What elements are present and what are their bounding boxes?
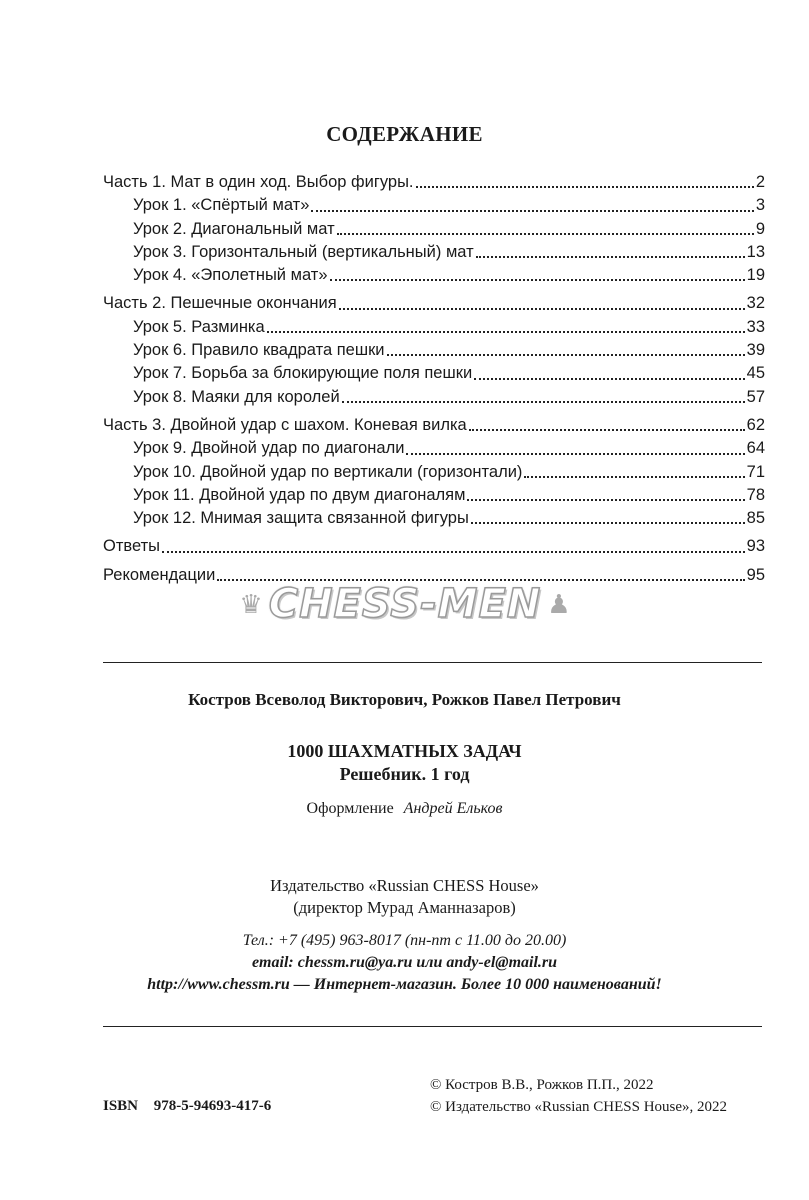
toc-lesson-row: [103, 362, 765, 385]
divider-bottom: [103, 1026, 762, 1027]
toc-page-number: 33: [746, 317, 765, 336]
toc-page-number: 19: [746, 266, 765, 285]
toc-entry-title: Часть 1. Мат в один ход. Выбор фигуры.: [103, 173, 414, 191]
toc-lesson-row: [103, 339, 765, 362]
toc-dot-leader: [467, 498, 744, 501]
toc-entry-title: Урок 4. «Эполетный мат»: [133, 266, 328, 285]
toc-page-number: 85: [746, 509, 765, 528]
toc-page-number: 64: [746, 439, 765, 458]
toc-dot-leader: [330, 278, 745, 281]
toc-dot-leader: [162, 550, 745, 553]
toc-entry-title: Урок 5. Разминка: [133, 317, 265, 336]
toc-page-number: 39: [746, 341, 765, 360]
divider-top: [103, 662, 762, 663]
toc-entry-title: Урок 3. Горизонтальный (вертикальный) мат: [133, 242, 474, 261]
toc-dot-leader: [474, 377, 744, 380]
toc-dot-leader: [339, 307, 745, 310]
copyright-publisher: © Издательство «Russian CHESS House», 2022: [430, 1099, 728, 1115]
toc-lesson-row: [103, 437, 765, 460]
isbn: [103, 1098, 271, 1115]
toc-entry-title: Урок 12. Мнимая защита связанной фигуры: [133, 509, 469, 528]
toc-dot-leader: [342, 400, 745, 403]
toc-lesson-row: [103, 386, 765, 409]
toc-part-row: [103, 171, 765, 194]
toc-lesson-row: [103, 218, 765, 241]
toc-entry-title: Урок 7. Борьба за блокирующие поля пешки: [133, 364, 473, 383]
toc-part-row: [103, 414, 765, 437]
toc-lesson-row: [103, 461, 765, 484]
toc-page-number: 3: [755, 196, 765, 215]
isbn-label: ISBN: [103, 1098, 139, 1114]
copyright-block: [430, 1074, 727, 1118]
toc-entry-title: Урок 6. Правило квадрата пешки: [133, 341, 385, 360]
toc-entry-title: Часть 2. Пешечные окончания: [103, 294, 337, 313]
toc-entry-title: Урок 8. Маяки для королей: [133, 387, 340, 406]
authors: Костров Всеволод Викторович, Рожков Павел Петрович: [188, 690, 621, 709]
chess-men-watermark: [205, 576, 605, 632]
toc-entry-title: Часть 3. Двойной удар с шахом. Коневая вилка: [103, 415, 467, 434]
contacts-block: [0, 930, 809, 996]
isbn-value: 978-5-94693-417-6: [153, 1098, 272, 1114]
toc-lesson-row: [103, 316, 765, 339]
toc-part-row: [103, 292, 765, 315]
toc-lesson-row: [103, 507, 765, 530]
toc-page-number: 95: [746, 565, 765, 584]
toc-page-number: 45: [746, 364, 765, 383]
toc-dot-leader: [469, 428, 745, 431]
toc-entry-title: Урок 2. Диагональный мат: [133, 219, 335, 238]
toc-dot-leader: [267, 330, 745, 333]
pawn-icon: ♟: [547, 588, 571, 619]
copyright-authors: © Костров В.В., Рожков П.П., 2022: [430, 1077, 654, 1093]
toc-dot-leader: [311, 209, 753, 212]
toc-page-number: 13: [746, 242, 765, 261]
toc-entry-title: Урок 11. Двойной удар по двум диагоналям: [133, 485, 466, 504]
book-title: 1000 ШАХМАТНЫХ ЗАДАЧ: [287, 741, 522, 761]
publisher-director: (директор Мурад Аманназаров): [293, 898, 516, 917]
toc-dot-leader: [387, 353, 745, 356]
toc-page-number: 57: [746, 387, 765, 406]
toc-entry-title: Рекомендации: [103, 565, 216, 584]
table-of-contents: [103, 171, 765, 587]
toc-title: СОДЕРЖАНИЕ: [326, 122, 483, 146]
design-credit: [0, 800, 809, 818]
toc-lesson-row: [103, 194, 765, 217]
toc-page-number: 62: [746, 415, 765, 434]
toc-entry-title: Урок 9. Двойной удар по диагонали: [133, 439, 405, 458]
crown-icon: ♛: [239, 588, 263, 619]
publisher-block: [0, 875, 809, 919]
web-line: http://www.chessm.ru — Интернет-магазин. Более 10 000 наименований!: [147, 976, 662, 993]
toc-dot-leader: [471, 521, 745, 524]
toc-entry-title: Урок 1. «Спёртый мат»: [133, 196, 310, 215]
toc-entry-title: Ответы: [103, 537, 161, 556]
publisher-name: Издательство «Russian CHESS House»: [270, 876, 539, 895]
toc-page-number: 71: [746, 462, 765, 481]
toc-page-number: 9: [755, 219, 765, 238]
toc-page-number: 32: [746, 294, 765, 313]
toc-page-number: 2: [755, 173, 765, 191]
toc-dot-leader: [337, 232, 754, 235]
watermark-text: CHESS-MEN: [268, 581, 542, 627]
toc-lesson-row: [103, 484, 765, 507]
toc-dot-leader: [524, 475, 744, 478]
toc-dot-leader: [406, 452, 744, 455]
toc-lesson-row: [103, 241, 765, 264]
phone-line: Тел.: +7 (495) 963-8017 (пн-пт с 11.00 до 20.00): [242, 932, 567, 949]
toc-entry-title: Урок 10. Двойной удар по вертикали (горизонтали): [133, 462, 523, 481]
toc-dot-leader: [476, 255, 745, 258]
toc-part-row: [103, 535, 765, 558]
toc-page-number: 93: [746, 537, 765, 556]
book-subtitle: Решебник. 1 год: [339, 764, 470, 784]
design-label: Оформление: [306, 800, 394, 817]
toc-dot-leader: [416, 185, 754, 188]
email-line: email: chessm.ru@ya.ru или andy-el@mail.ru: [251, 954, 558, 971]
toc-lesson-row: [103, 264, 765, 287]
toc-page-number: 78: [746, 485, 765, 504]
design-name: Андрей Ельков: [403, 800, 503, 817]
